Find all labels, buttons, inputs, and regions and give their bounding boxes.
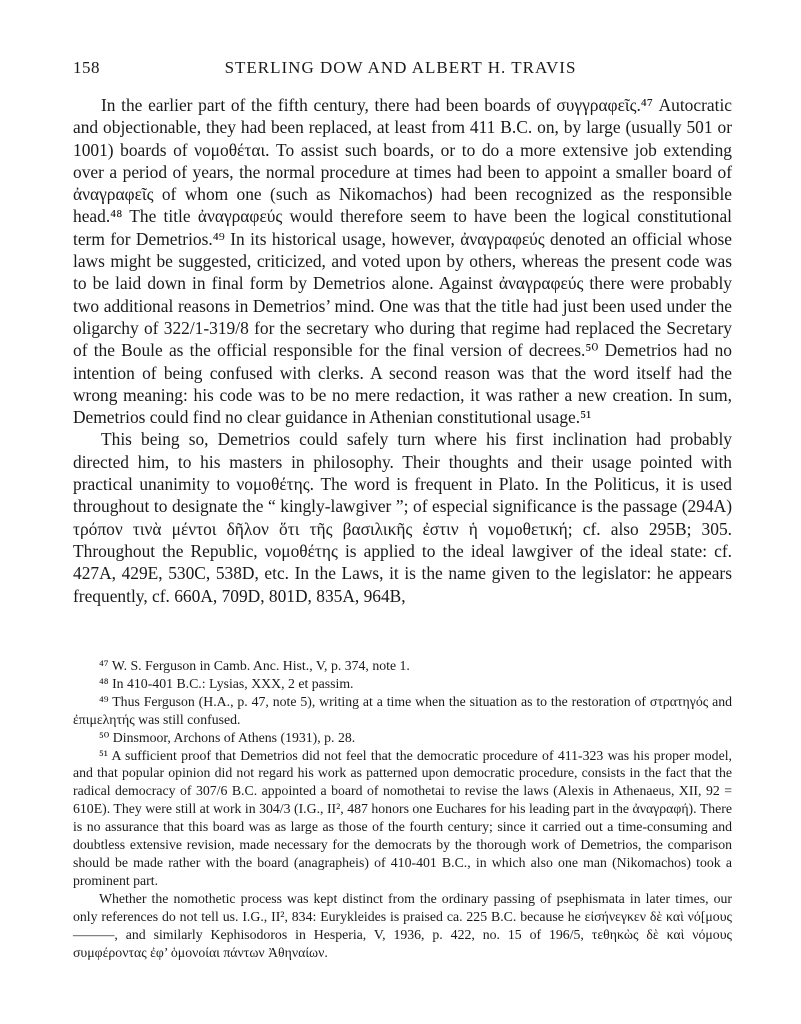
- page-number: 158: [73, 58, 100, 77]
- footnote-48: ⁴⁸ In 410-401 B.C.: Lysias, XXX, 2 et passim.: [99, 675, 354, 691]
- footnote-47: ⁴⁷ W. S. Ferguson in Camb. Anc. Hist., V, p. 374, note 1.: [99, 658, 410, 673]
- footnotes: [73, 657, 732, 961]
- footnote-49: ⁴⁹ Thus Ferguson (H.A., p. 47, note 5), writing at a time when the situation as to the restoration of στρατηγός and ἐπιμελητής was still confused.: [73, 693, 732, 727]
- paragraph: This being so, Demetrios could safely turn where his first inclination had probably directed him, to his masters in philosophy. Their thoughts and their usage pointed with practical unanimity to νομοθέτης. The word is frequent in Plato. In the Politicus, it is used throughout to designate the “ kingly-lawgiver ”; of especial significance is the passage (294A) τρόπον τινὰ μέντοι δῆλον ὅτι τῆς βασιλικῆς ἐστιν ἡ νομοθετική; cf. also 295B; 305. Throughout the Republic, νομοθέτης is applied to the ideal lawgiver of the ideal state: cf. 427A, 429E, 530C, 538D, etc. In the Laws, it is the name given to the legislator: he appears frequently, cf. 660A, 709D, 801D, 835A, 964B,: [73, 429, 732, 606]
- paragraph: In the earlier part of the fifth century, there had been boards of συγγραφεῖς.⁴⁷ Autocratic and objectionable, they had been replaced, at least from 411 B.C. on, by large (usually 501 or 1001) boards of νομοθέται. To assist such boards, or to do a more extensive job extending over a period of years, the normal procedure at times had been to appoint a smaller board of ἀναγραφεῖς of whom one (such as Nikomachos) had been recognized as the responsible head.⁴⁸ The title ἀναγραφεύς would therefore seem to have been the logical constitutional term for Demetrios.⁴⁹ In its historical usage, however, ἀναγραφεύς denoted an official whose laws might be suggested, criticized, and voted upon by others, whereas the present code was to be laid down in final form by Demetrios alone. Against ἀναγραφεύς there were probably two additional reasons in Demetrios’ mind. One was that the title had just been used under the oligarchy of 322/1-319/8 for the secretary who during that regime had replaced the Secretary of the Boule as the official responsible for the final version of decrees.⁵⁰ Demetrios had no intention of being confused with clerks. A second reason was that the word itself had the wrong meaning: his code was to be no mere redaction, it was rather a new creation. In sum, Demetrios could find no clear guidance in Athenian constitutional usage.⁵¹: [73, 95, 732, 428]
- page-header: [73, 58, 728, 82]
- running-head: STERLING DOW AND ALBERT H. TRAVIS: [224, 58, 577, 77]
- main-text: [73, 94, 732, 607]
- footnote-51: ⁵¹ A sufficient proof that Demetrios did not feel that the democratic procedure of 411-323 was his proper model, and that popular opinion did not regard his work as patterned upon democratic procedure, consists in the fact that the radical democracy of 307/6 B.C. appointed a board of nomothetai to revise the laws (Alexis in Athenaeus, XII, 92 = 610E). They were still at work in 304/3 (I.G., II², 487 honors one Euchares for his leading part in the ἀναγραφή). There is no assurance that this board was as large as those of the fourth century; since it carried out a time-consuming and doubtless extensive revision, made necessary for the democrats by the thorough work of Demetrios, the comparison should be made rather with the board (anagrapheis) of 410-401 B.C., in which also one man (Nikomachos) took a prominent part.: [73, 747, 732, 888]
- footnote-51-continuation: Whether the nomothetic process was kept distinct from the ordinary passing of psephismata in later times, our only references do not tell us. I.G., II², 834: Eurykleides is praised ca. 225 B.C. because he εἰσήνεγκεν δὲ καὶ νό[μους ———, and similarly Kephisodoros in Hesperia, V, 1936, p. 422, no. 15 of 196/5, τεθηκὼς δὲ καὶ νόμους συμφέροντας ἐφ’ ὁμονοίαι πάντων Ἀθηναίων.: [73, 890, 732, 960]
- footnote-50: ⁵⁰ Dinsmoor, Archons of Athens (1931), p. 28.: [99, 729, 356, 745]
